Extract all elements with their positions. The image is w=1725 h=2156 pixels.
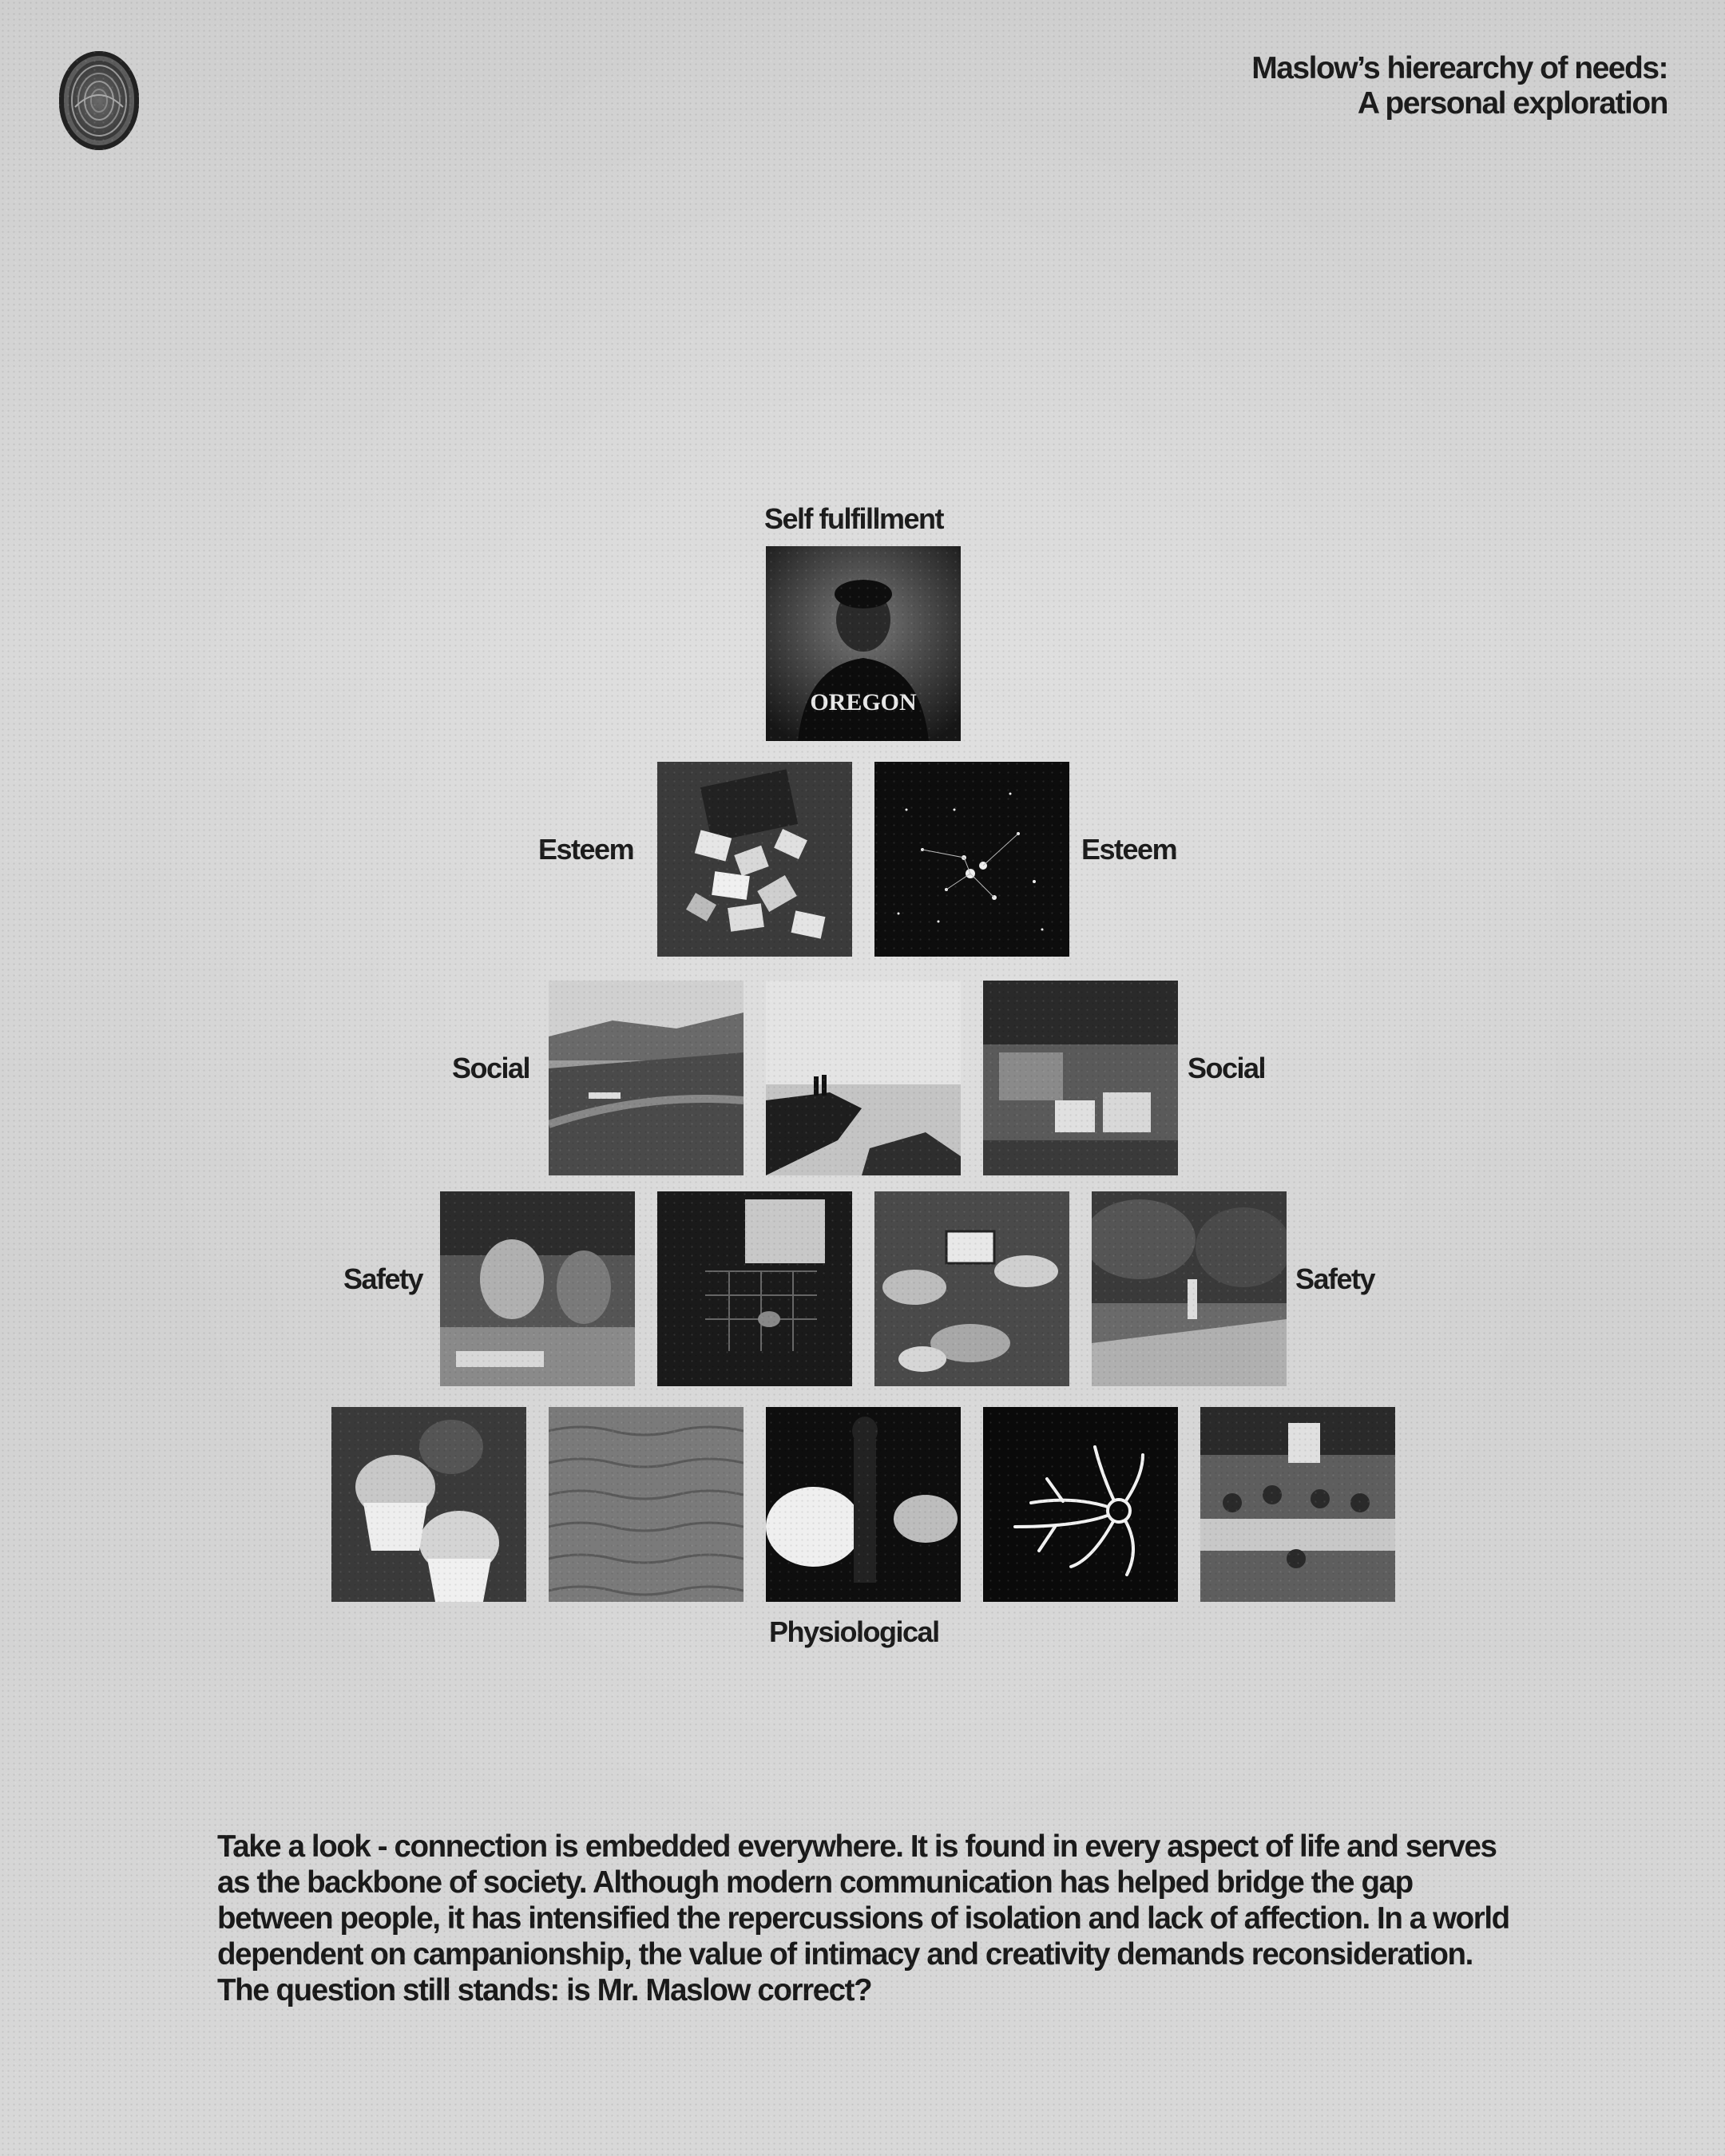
page-title (1251, 51, 1668, 121)
label-safety-left: Safety (343, 1262, 423, 1295)
photo-physio-water (549, 1407, 744, 1602)
photo-physio-neuron (983, 1407, 1178, 1602)
label-physiological: Physiological (769, 1615, 939, 1648)
photo-social-yard (983, 981, 1178, 1175)
photo-safety-people (440, 1191, 635, 1386)
photo-esteem-night-lights (874, 762, 1069, 957)
title-line-1: Maslow’s hierearchy of needs: (1251, 51, 1668, 85)
photo-physio-food (331, 1407, 526, 1602)
photo-safety-street (1092, 1191, 1287, 1386)
photo-esteem-papers (657, 762, 852, 957)
photo-physio-gathering (1200, 1407, 1395, 1602)
label-esteem-right: Esteem (1081, 833, 1177, 866)
label-self-fulfillment: Self fulfillment (764, 502, 944, 535)
label-social-right: Social (1188, 1052, 1266, 1084)
hoodie-text: OREGON (810, 689, 917, 715)
photo-portrait (766, 546, 961, 741)
photo-social-shore (766, 981, 961, 1175)
title-line-2: A personal exploration (1357, 86, 1668, 121)
photo-social-landscape (549, 981, 744, 1175)
photo-safety-plants (874, 1191, 1069, 1386)
photo-safety-gate (657, 1191, 852, 1386)
body-paragraph: Take a look - connection is embedded everywhere. It is found in every aspect of life and serves as the backbone of society. Although modern communication has helped bridge the gap between people, it has intensified the repercussions of isolation and lack of affection. In a world dependent on campanionship, the value of intimacy and creativity demands reconsideration. The question still stands: is Mr. Maslow correct? (217, 1829, 1509, 2007)
label-safety-right: Safety (1295, 1262, 1375, 1295)
photo-physio-fire (766, 1407, 961, 1602)
fingerprint-logo-icon (59, 51, 139, 150)
label-esteem-left: Esteem (538, 833, 634, 866)
label-social-left: Social (452, 1052, 530, 1084)
